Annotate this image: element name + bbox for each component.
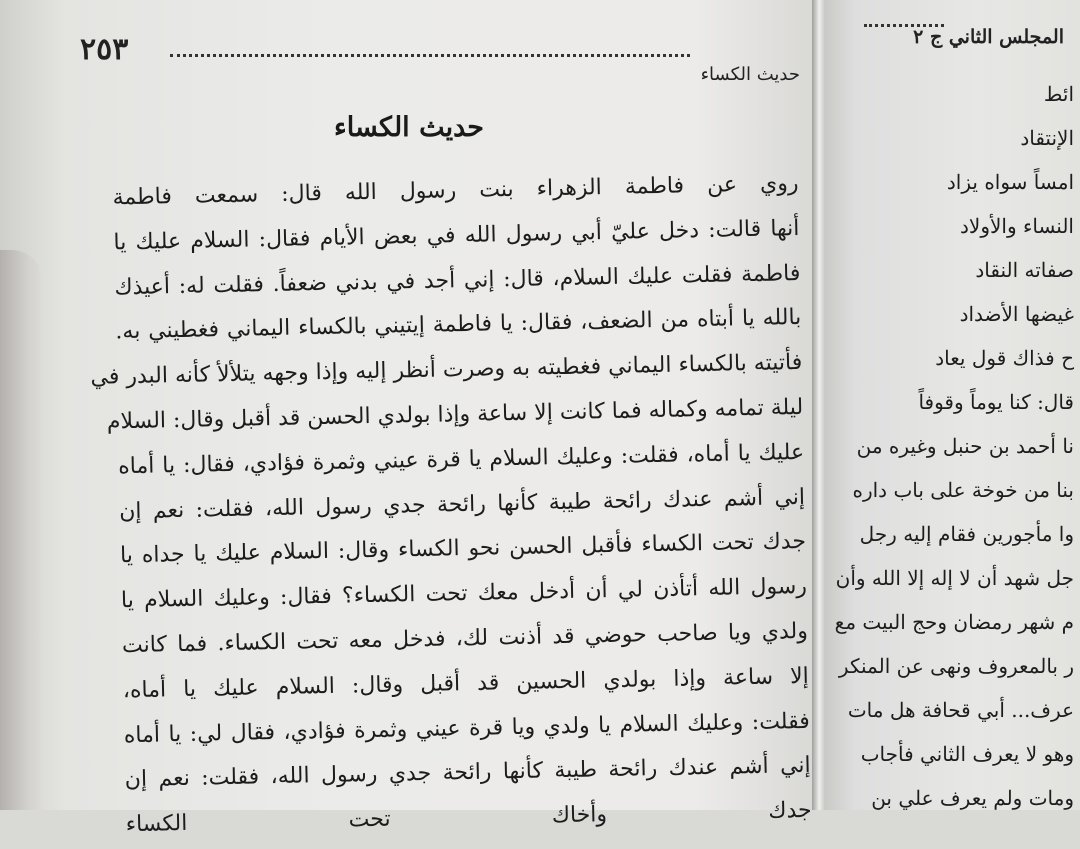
text-line: إلا ساعة وإذا بولدي الحسين قد أقبل وقال: السلام عليك يا أماه، (122, 663, 810, 704)
text-line: غيضها الأضداد (959, 302, 1074, 326)
page-header (80, 28, 800, 85)
text-line: روي عن فاطمة الزهراء بنت رسول الله قال: سمعت فاطمة (112, 170, 799, 211)
right-running-title: المجلس الثاني ج ٢ (913, 26, 1064, 48)
text-line: جدك تحت الكساء فأقبل الحسن نحو الكساء وقال: السلام عليك يا جداه يا (119, 529, 807, 569)
right-book-page (824, 0, 1080, 810)
text-line: صفاته النقاد (975, 258, 1074, 282)
text-line: قال: كنا يوماً وقوفاً (918, 390, 1074, 414)
text-line: وهو لا يعرف الثاني فأجاب (860, 742, 1074, 766)
text-line: بالله يا أبتاه من الضعف، فقال: يا فاطمة إيتيني بالكساء اليماني فغطيني به. (115, 305, 802, 345)
text-line: فقلت: وعليك السلام يا ولدي ويا قرة عيني وثمرة فؤادي، فقال لي: يا أماه (123, 708, 810, 748)
text-line: جدك وأخاك تحت الكساء (125, 798, 812, 838)
header-dotted-rule (170, 54, 690, 57)
text-line: النساء والأولاد (960, 214, 1074, 238)
text-line: ومات ولم يعرف علي بن (871, 786, 1074, 810)
text-line: أنها قالت: دخل عليّ أبي رسول الله في بعض الأيام فقال: السلام عليك يا (113, 215, 800, 256)
right-body-text (824, 72, 1074, 820)
text-line: عليك يا أماه، فقلت: وعليك السلام يا قرة عيني وثمرة فؤادي، فقال: يا أماه (117, 439, 805, 480)
text-line: ائط (1043, 82, 1074, 106)
text-line: امساً سواه يزاد (946, 170, 1074, 194)
text-line: ولدي ويا صاحب حوضي قد أذنت لك، فدخل معه تحت الكساء. فما كانت (121, 618, 809, 659)
text-line: وا مأجورين فقام إليه رجل (859, 522, 1074, 546)
text-line: فأتيته بالكساء اليماني فغطيته به وصرت أنظر إليه وإذا وجهه يتلألأ كأنه البدر في (90, 350, 803, 391)
body-text (90, 162, 812, 848)
text-line: م شهر رمضان وحج البيت مع (834, 610, 1074, 634)
text-line: رسول الله أتأذن لي أن أدخل معك تحت الكساء؟ فقال: وعليك السلام يا (120, 574, 808, 614)
text-line: ح فذاك قول يعاد (935, 346, 1074, 370)
finger-shadow (0, 250, 42, 810)
section-title: حديث الكساء (334, 112, 484, 143)
right-page-header (844, 10, 1074, 70)
text-line: إني أشم عندك رائحة طيبة كأنها رائحة جدي رسول الله، فقلت: نعم إن (118, 484, 806, 524)
text-line: ر بالمعروف ونهى عن المنكر (838, 654, 1074, 678)
text-line: بنا من خوخة على باب داره (852, 478, 1074, 502)
text-line: الإنتقاد (1020, 126, 1074, 150)
page-number: ٢٥٣ (80, 32, 129, 67)
text-line: نا أحمد بن حنبل وغيره من (856, 434, 1074, 458)
text-line: عرف... أبي قحافة هل مات (847, 698, 1074, 722)
text-line: جل شهد أن لا إله إلا الله وأن (835, 566, 1074, 590)
text-line: إني أشم عندك رائحة طيبة كأنها رائحة جدي رسول الله، فقلت: نعم إن (124, 753, 811, 793)
running-title: حديث الكساء (700, 64, 800, 85)
text-line: ليلة تمامه وكماله فما كانت إلا ساعة وإذا بولدي الحسن قد أقبل وقال: السلام (106, 394, 804, 435)
text-line: فاطمة فقلت عليك السلام، قال: إني أجد في بدني ضعفاً. فقلت له: أعيذك (114, 260, 801, 300)
